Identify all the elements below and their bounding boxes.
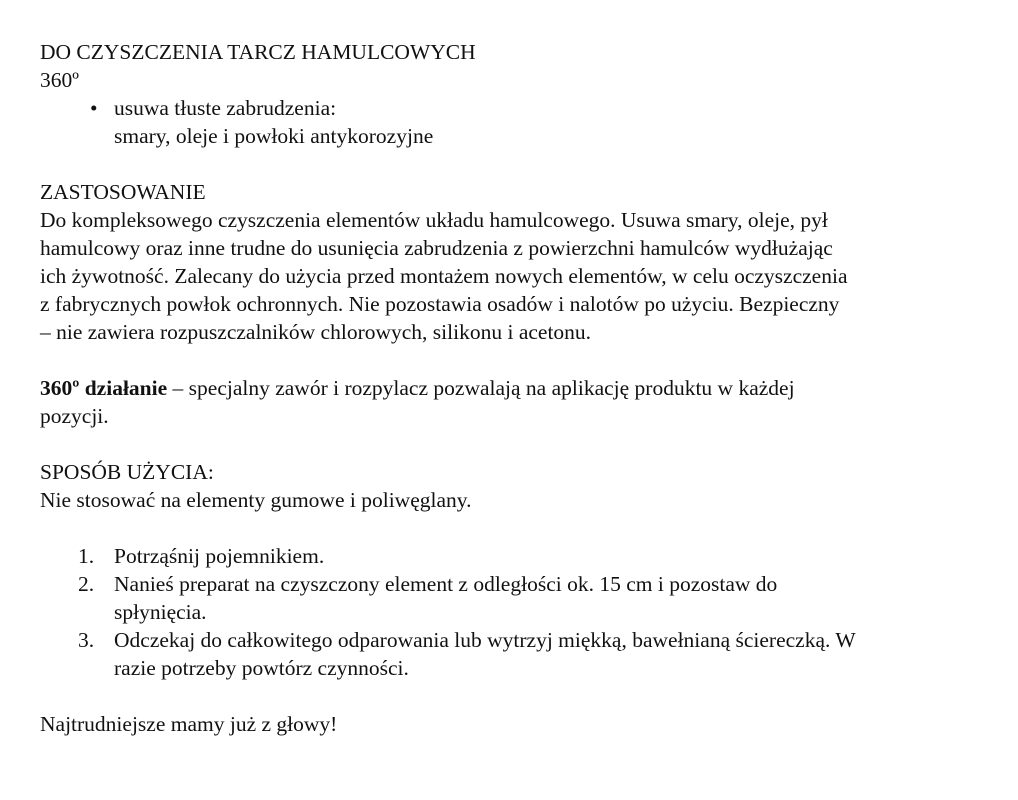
- usage-step-number: 3.: [78, 628, 95, 652]
- usage-step-item: [40, 626, 1000, 682]
- action360-line: [40, 374, 1000, 402]
- paragraph-spacer: [40, 682, 1000, 710]
- application-heading: ZASTOSOWANIE: [40, 180, 206, 204]
- application-text-line: – nie zawiera rozpuszczalników chlorowych, silikonu i acetonu.: [40, 320, 592, 344]
- paragraph-spacer: [40, 430, 1000, 458]
- feature-bullet-line: smary, oleje i powłoki antykorozyjne: [114, 124, 434, 148]
- usage-step-text: spłynięcia.: [114, 600, 207, 624]
- usage-step-text: razie potrzeby powtórz czynności.: [114, 656, 409, 680]
- usage-steps-list: [40, 542, 1000, 682]
- action360-description: – specjalny zawór i rozpylacz pozwalają na aplikację produktu w każdej: [167, 376, 795, 400]
- action360-line-continued: pozycji.: [40, 404, 109, 428]
- application-text-line: ich żywotność. Zalecany do użycia przed montażem nowych elementów, w celu oczyszczenia: [40, 264, 848, 288]
- document-page: [40, 38, 1000, 738]
- feature-bullet-item: [40, 94, 1000, 150]
- usage-warning: Nie stosować na elementy gumowe i poliwęglany.: [40, 488, 472, 512]
- usage-step-number: 1.: [78, 544, 95, 568]
- paragraph-spacer: [40, 150, 1000, 178]
- usage-step-item: [40, 570, 1000, 626]
- usage-step-text: Odczekaj do całkowitego odparowania lub wytrzyj miękką, bawełnianą ściereczką. W: [114, 628, 856, 652]
- action360-section: [40, 374, 1000, 430]
- application-text-line: z fabrycznych powłok ochronnych. Nie pozostawia osadów i nalotów po użyciu. Bezpieczny: [40, 292, 840, 316]
- usage-section: [40, 458, 1000, 682]
- product-title: DO CZYSZCZENIA TARCZ HAMULCOWYCH: [40, 40, 476, 64]
- action360-bold-label: 360º działanie: [40, 376, 168, 400]
- application-section: [40, 178, 1000, 346]
- usage-step-number: 2.: [78, 572, 95, 596]
- slogan: Najtrudniejsze mamy już z głowy!: [40, 712, 338, 736]
- feature-bullet-list: [40, 94, 1000, 150]
- usage-step-text: Potrząśnij pojemnikiem.: [114, 544, 325, 568]
- application-text-line: hamulcowy oraz inne trudne do usunięcia zabrudzenia z powierzchni hamulców wydłużając: [40, 236, 833, 260]
- header-section: [40, 38, 1000, 94]
- bullet-dot-icon: •: [90, 96, 98, 120]
- paragraph-spacer: [40, 514, 1000, 542]
- paragraph-spacer: [40, 346, 1000, 374]
- product-subtitle: 360º: [40, 68, 79, 92]
- usage-heading: SPOSÓB UŻYCIA:: [40, 460, 214, 484]
- usage-step-text: Nanieś preparat na czyszczony element z odległości ok. 15 cm i pozostaw do: [114, 572, 778, 596]
- feature-bullet-line: usuwa tłuste zabrudzenia:: [114, 96, 337, 120]
- application-text-line: Do kompleksowego czyszczenia elementów układu hamulcowego. Usuwa smary, oleje, pył: [40, 208, 828, 232]
- usage-step-item: [40, 542, 1000, 570]
